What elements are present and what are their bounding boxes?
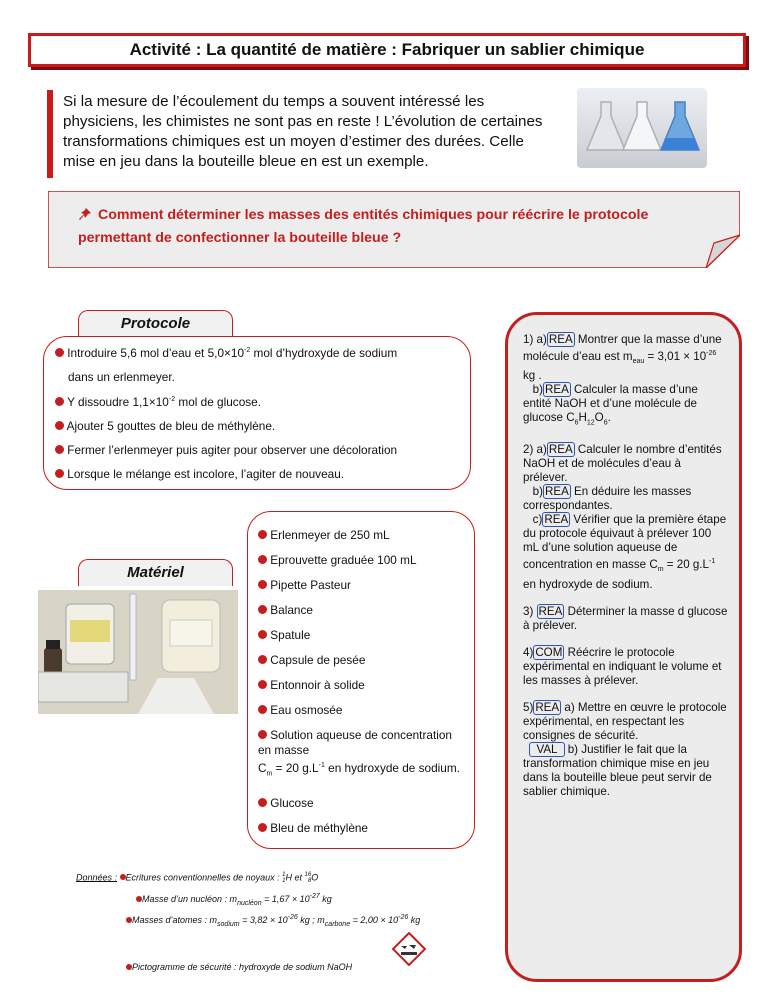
list-item: Y dissoudre $1,1\times 10^{-2}$ mol de glucose. (55, 395, 465, 419)
skill-tag-rea: REA (544, 513, 569, 527)
list-item: Eau osmosée (258, 703, 466, 728)
question-4: 4) COM Réécrire le protocole expérimental en indiquant le volume et les masses à prélever. (523, 645, 722, 687)
list-item: Capsule de pesée (258, 653, 466, 678)
bullet-icon (55, 469, 64, 478)
list-item: Ajouter 5 gouttes de bleu de méthylène. (55, 419, 465, 443)
skill-tag-rea: REA (544, 383, 569, 397)
list-item: Balance (258, 603, 466, 628)
bullet-icon (258, 555, 267, 564)
list-item: Pipette Pasteur (258, 578, 466, 603)
list-item: Solution aqueuse de concentration en masse $C_m = 20$ $g.L^{-1}$ en hydroxyde de sodium. (258, 728, 460, 778)
questions-text (523, 333, 728, 812)
data-line-4: Pictogramme de sécurité : hydroxyde de sodium NaOH (126, 962, 486, 972)
bullet-icon (258, 680, 267, 689)
page-title-box (28, 33, 746, 67)
list-item: Lorsque le mélange est incolore, l’agiter de nouveau. (55, 467, 465, 491)
list-item: dans un erlenmeyer. (68, 370, 175, 384)
bullet-icon (55, 397, 64, 406)
list-item: Erlenmeyer de 250 mL (258, 528, 466, 553)
bullet-icon (258, 605, 267, 614)
protocole-tab: Protocole (78, 310, 233, 337)
protocole-steps (55, 346, 465, 491)
list-item: Introduire 5,6 mol d’eau et $5,0\times 10^{-2}$ mol d’hydroxyde de sodium (55, 346, 465, 370)
bullet-icon (258, 630, 267, 639)
bullet-icon (258, 530, 267, 539)
bullet-icon (55, 348, 64, 357)
bullet-icon (258, 823, 267, 832)
skill-tag-rea: REA (548, 443, 573, 457)
question-2: 2) a) REA Calculer le nombre d’entités NaOH et de molécules d’eau à prélever. b) REA En déduire les masses correspondantes. c) REA Vérifier que la première étape du protocole équivaut à prélever 100 mL d’une solution aqueuse de concentration en masse $C_m = 20$ $g.L^{-1}$ en hydroxyde de sodium. (523, 443, 727, 591)
guiding-question: Comment déterminer les masses des entités chimiques pour réécrire le protocole permettant de confectionner la bouteille bleue ? (78, 207, 649, 246)
intro-paragraph: Si la mesure de l’écoulement du temps a souvent intéressé les physiciens, les chimistes ne sont pas en reste ! L’évolution de certaines transformations chimiques est un moyen d’estimer des durées. Celle mise en jeu dans la bouteille bleue en est un exemple. (63, 93, 543, 170)
list-item: Entonnoir à solide (258, 678, 466, 703)
bullet-icon (258, 798, 267, 807)
question-5: 5) REA a) Mettre en œuvre le protocole expérimental, en respectant les consignes de sécurité. VAL b) Justifier le fait que la transformation chimique mise en jeu dans la bouteille bleue peut servir de sablier chimique. (523, 700, 727, 798)
bullet-icon (258, 655, 267, 664)
list-item: Spatule (258, 628, 466, 653)
bullet-icon (258, 705, 267, 714)
bullet-icon (258, 580, 267, 589)
data-line-3: Masses d’atomes : $m_{sodium} = 3,82 \times 10^{-26}$ kg ; $m_{carbone} = 2,00 \times 10^{-26}$ kg (126, 914, 506, 928)
skill-tag-val: VAL (529, 742, 564, 757)
skill-tag-rea: REA (538, 604, 563, 618)
skill-tag-rea: REA (535, 700, 560, 714)
bullet-icon (258, 730, 267, 739)
bullet-icon (55, 445, 64, 454)
skill-tag-com: COM (535, 645, 563, 659)
list-item: Fermer l’erlenmeyer puis agiter pour observer une décoloration (55, 443, 465, 467)
flasks-photo (577, 88, 707, 168)
data-section (76, 872, 496, 884)
lab-equipment-photo (38, 590, 238, 714)
materiel-tab: Matériel (78, 559, 233, 586)
pin-icon (78, 207, 92, 228)
data-line-1: Données : Ecritures conventionnelles de noyaux : 1 1H et 16 8O (76, 872, 319, 884)
skill-tag-rea: REA (548, 333, 573, 346)
data-label: Données : (76, 872, 118, 883)
data-line-2: Masse d’un nucléon : $m_{nucléon} = 1,67 \times 10^{-27}$ kg (136, 893, 496, 907)
question-3: 3) REA Déterminer la masse d glucose à prélever. (523, 604, 728, 632)
intro-accent-bar (47, 90, 53, 178)
skill-tag-rea: REA (544, 485, 569, 499)
page-title: Activité : La quantité de matière : Fabriquer un sablier chimique (129, 40, 645, 59)
question-1: 1) a) REA Montrer que la masse d’une molécule d’eau est $m_{eau} = 3,01 \times 10^{-26}$ kg . b) REA Calculer la masse d’une entité NaOH et d’une molécule de glucose $C_6H_{12}O_6$. (523, 333, 722, 427)
list-item: Glucose (258, 796, 466, 821)
materiel-list (258, 528, 466, 846)
list-item: Eprouvette graduée 100 mL (258, 553, 466, 578)
list-item: Bleu de méthylène (258, 821, 466, 846)
bullet-icon (55, 421, 64, 430)
